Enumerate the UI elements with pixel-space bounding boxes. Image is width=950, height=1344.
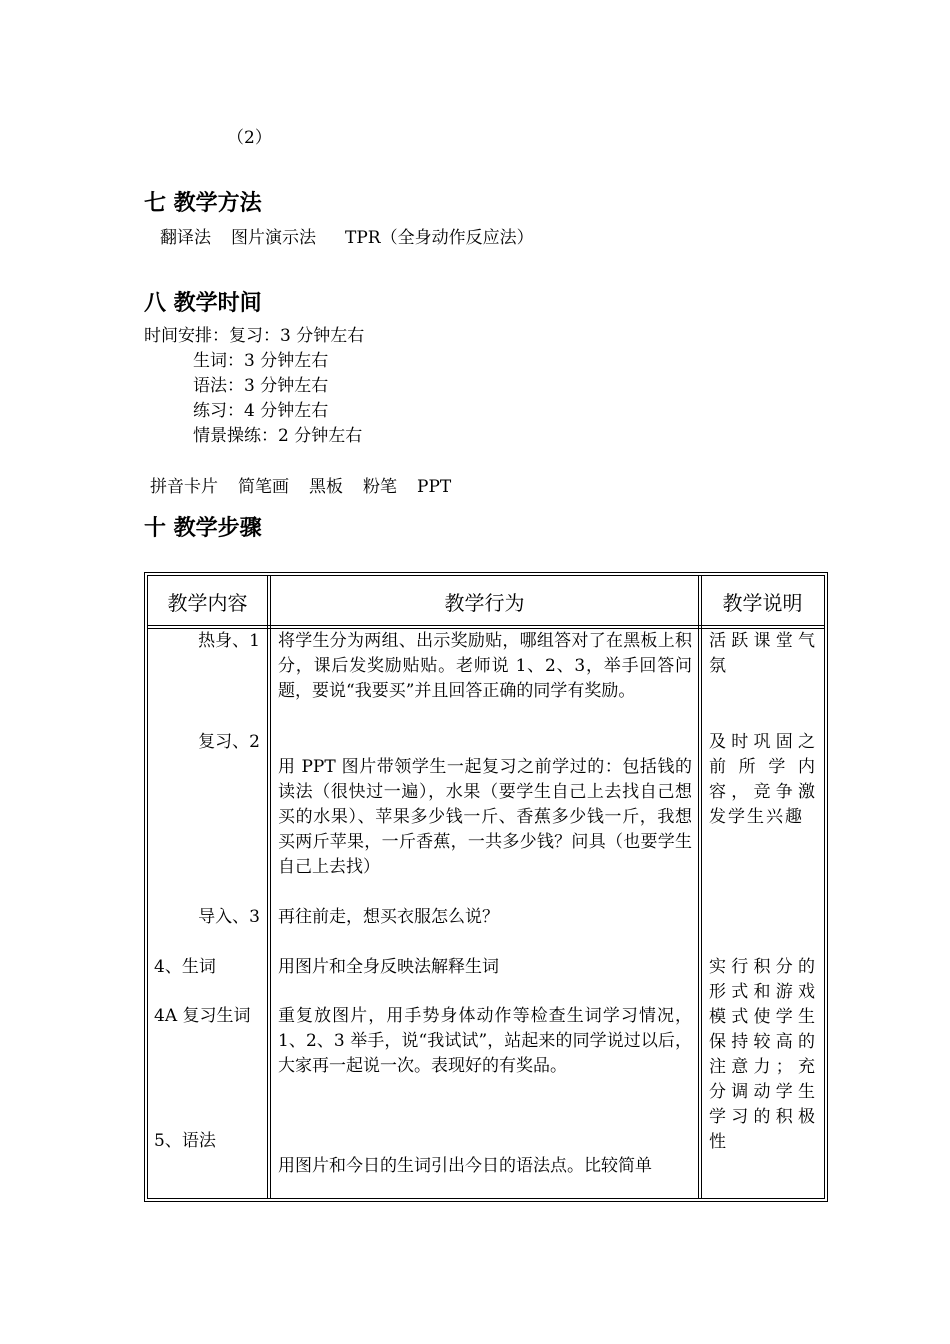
section7-title: 七 教学方法 — [144, 191, 262, 216]
time-line: 生词：3 分钟左右 — [193, 351, 329, 371]
time-line: 练习：4 分钟左右 — [193, 401, 329, 421]
step-label: 热身、1 — [198, 631, 260, 651]
behavior-text: 再往前走，想买衣服怎么说？ — [278, 907, 499, 927]
header-behavior: 教学行为 — [444, 591, 525, 615]
material-item: 黑板 — [309, 477, 343, 497]
note-text: 活跃课堂气氛 — [709, 631, 817, 676]
material-item: 简笔画 — [238, 477, 289, 497]
time-line: 情景操练：2 分钟左右 — [193, 426, 363, 446]
header-notes: 教学说明 — [722, 591, 803, 615]
step-label: 5、语法 — [154, 1131, 216, 1151]
column-divider — [698, 575, 699, 1198]
materials-line — [150, 475, 451, 500]
note-text: 实行积分的形式和游戏模式使学生保持较高的注意力；充分调动学生学习的积极性 — [709, 957, 817, 1152]
time-line: 时间安排：复习：3 分钟左右 — [144, 326, 365, 346]
material-item: PPT — [417, 477, 452, 497]
step-label: 4A 复习生词 — [154, 1006, 251, 1026]
behavior-text: 将学生分为两组、出示奖励贴，哪组答对了在黑板上积分，课后发奖励贴贴。老师说 1、2、3，举手回答问题，要说“我要买”并且回答正确的同学有奖励。 — [278, 631, 692, 701]
behavior-text: 重复放图片，用手势身体动作等检查生词学习情况，1、2、3 举手，说“我试试”，站起来的同学说过以后，大家再一起说一次。表现好的有奖品。 — [278, 1006, 692, 1076]
method-item: 图片演示法 — [231, 228, 316, 248]
step-label: 导入、3 — [198, 907, 260, 927]
material-item: 粉笔 — [363, 477, 397, 497]
column-divider — [270, 575, 271, 1198]
note-text: 及时巩固之前所学内容，竞争激发学生兴趣 — [709, 732, 817, 827]
column-divider — [267, 575, 268, 1198]
section8-title: 八 教学时间 — [144, 291, 262, 316]
teaching-steps-table — [144, 572, 828, 1202]
step-label: 4、生词 — [154, 957, 216, 977]
method-item: 翻译法 — [160, 228, 211, 248]
method-item: TPR（全身动作反应法） — [345, 228, 534, 248]
time-line: 语法：3 分钟左右 — [193, 376, 329, 396]
teaching-methods — [160, 226, 534, 251]
behavior-text: 用 PPT 图片带领学生一起复习之前学过的：包括钱的读法（很快过一遍），水果（要学生自己上去找自己想买的水果）、苹果多少钱一斤、香蕉多少钱一斤，我想买两斤苹果，一斤香蕉，一共多少钱？问具（也要学生自己上去找） — [278, 757, 692, 877]
column-divider — [701, 575, 702, 1198]
behavior-text: 用图片和全身反映法解释生词 — [278, 957, 499, 977]
section10-title: 十 教学步骤 — [144, 516, 262, 541]
material-item: 拼音卡片 — [150, 477, 218, 497]
header-content: 教学内容 — [167, 591, 248, 615]
step-label: 复习、2 — [198, 732, 260, 752]
section-marker: （2） — [227, 128, 272, 148]
behavior-text: 用图片和今日的生词引出今日的语法点。比较简单 — [278, 1156, 652, 1176]
